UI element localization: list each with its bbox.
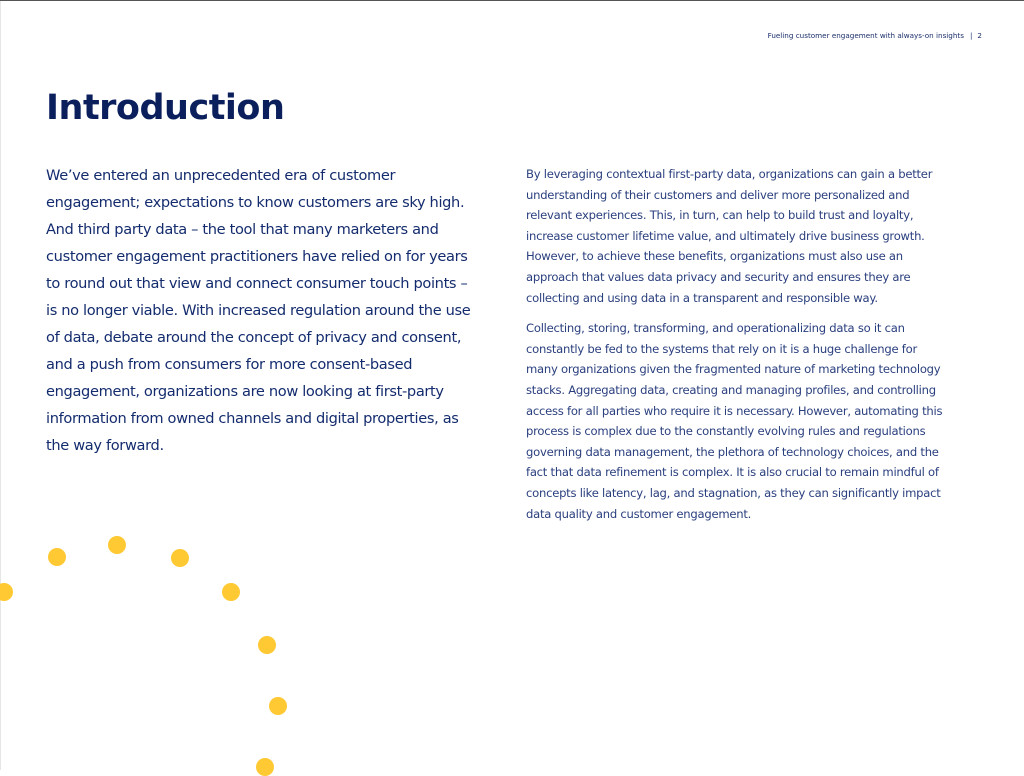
decorative-dot [222, 583, 240, 601]
decorative-dot [258, 636, 276, 654]
header-separator: | [970, 31, 973, 40]
decorative-dot [269, 697, 287, 715]
running-header [768, 31, 982, 40]
body-column [526, 164, 952, 534]
page-top-border [0, 0, 1024, 1]
decorative-dot [108, 536, 126, 554]
decorative-dot [171, 549, 189, 567]
page-number: 2 [977, 31, 982, 40]
running-title: Fueling customer engagement with always-on insights [767, 31, 964, 40]
body-paragraph: Collecting, storing, transforming, and operationalizing data so it can constantly be fed to the systems that rely on it is a huge challenge for many organizations given the fragmented nature of marketing technology stacks. Aggregating data, creating and managing profiles, and controlling access for all parties who require it is necessary. However, automating this process is complex due to the constantly evolving rules and regulations governing data management, the plethora of technology choices, and the fact that data refinement is complex. It is also crucial to remain mindful of concepts like latency, lag, and stagnation, as they can significantly impact data quality and customer engagement. [526, 321, 943, 521]
body-paragraph: By leveraging contextual first-party data, organizations can gain a better understanding of their customers and deliver more personalized and relevant experiences. This, in turn, can help to build trust and loyalty, increase customer lifetime value, and ultimately drive business growth. However, to achieve these benefits, organizations must also use an approach that values data privacy and security and ensures they are collecting and using data in a transparent and responsible way. [526, 167, 933, 305]
lead-paragraph: We’ve entered an unprecedented era of customer engagement; expectations to know customers are sky high. And third party data – the tool that many marketers and customer engagement practitioners have relied on for years to round out that view and connect consumer touch points – is no longer viable. With increased regulation around the use of data, debate around the concept of privacy and consent, and a push from consumers for more consent-based engagement, organizations are now looking at first-party information from owned channels and digital properties, as the way forward. [46, 167, 471, 454]
page-title: Introduction [46, 88, 285, 128]
page-left-border [0, 1, 1, 770]
decorative-dot [48, 548, 66, 566]
decorative-dot [256, 758, 274, 776]
decorative-dot [0, 583, 13, 601]
